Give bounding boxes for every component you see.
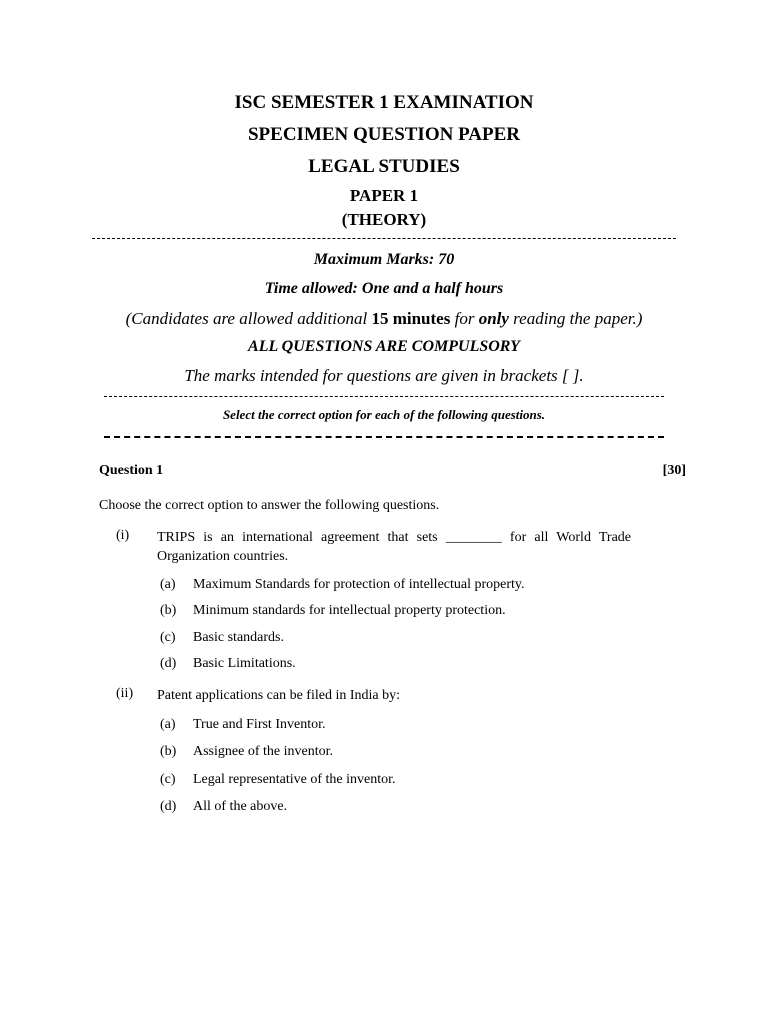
option [160, 656, 296, 672]
option-text: Minimum standards for intellectual property protection. [193, 603, 506, 618]
compulsory-note: ALL QUESTIONS ARE COMPULSORY [248, 338, 520, 355]
question-title: Question 1 [99, 463, 164, 478]
option-label: (a) [160, 717, 176, 732]
option [160, 744, 333, 760]
option-label: (b) [160, 744, 177, 759]
option [160, 717, 325, 733]
divider-bottom [104, 436, 664, 438]
select-instruction: Select the correct option for each of the following questions. [222, 407, 546, 422]
exam-title: ISC SEMESTER 1 EXAMINATION [234, 92, 534, 113]
option [160, 799, 287, 815]
option-label: (a) [160, 577, 176, 592]
maximum-marks: Maximum Marks: 70 [313, 251, 455, 268]
option-text: All of the above. [193, 799, 288, 814]
time-allowed: Time allowed: One and a half hours [264, 280, 504, 297]
option-text: Basic Limitations. [193, 656, 296, 671]
option-text: Legal representative of the inventor. [193, 772, 396, 787]
marks-note: The marks intended for questions are given in brackets [ ]. [184, 366, 584, 385]
option-text: Maximum Standards for protection of intellectual property. [193, 577, 525, 592]
option [160, 603, 506, 619]
option-label: (c) [160, 630, 176, 645]
option-text: Assignee of the inventor. [193, 744, 333, 759]
option [160, 630, 284, 646]
option-label: (c) [160, 772, 176, 787]
option [160, 772, 396, 788]
divider-middle [104, 396, 664, 397]
paper-type: SPECIMEN QUESTION PAPER [247, 124, 520, 145]
option-label: (d) [160, 799, 177, 814]
question-header [99, 463, 686, 479]
divider-top [92, 238, 676, 239]
item-text: Patent applications can be filed in India by: [157, 688, 400, 703]
item-number: (ii) [116, 686, 134, 701]
paper-kind: (THEORY) [341, 210, 427, 229]
subject-title: LEGAL STUDIES [308, 156, 460, 177]
option-text: Basic standards. [193, 630, 284, 645]
question-marks: [30] [662, 463, 686, 478]
reading-time-note: (Candidates are allowed additional 15 minutes for only reading the paper.) [125, 309, 643, 328]
option-label: (d) [160, 656, 177, 671]
item-text: TRIPS is an international agreement that sets ________ for all World Trade Organization countries. [157, 530, 631, 564]
item-number: (i) [116, 528, 130, 543]
option-text: True and First Inventor. [193, 717, 326, 732]
option-label: (b) [160, 603, 177, 618]
question-instruction: Choose the correct option to answer the following questions. [99, 498, 440, 513]
option [160, 577, 525, 593]
paper-number: PAPER 1 [349, 186, 419, 205]
